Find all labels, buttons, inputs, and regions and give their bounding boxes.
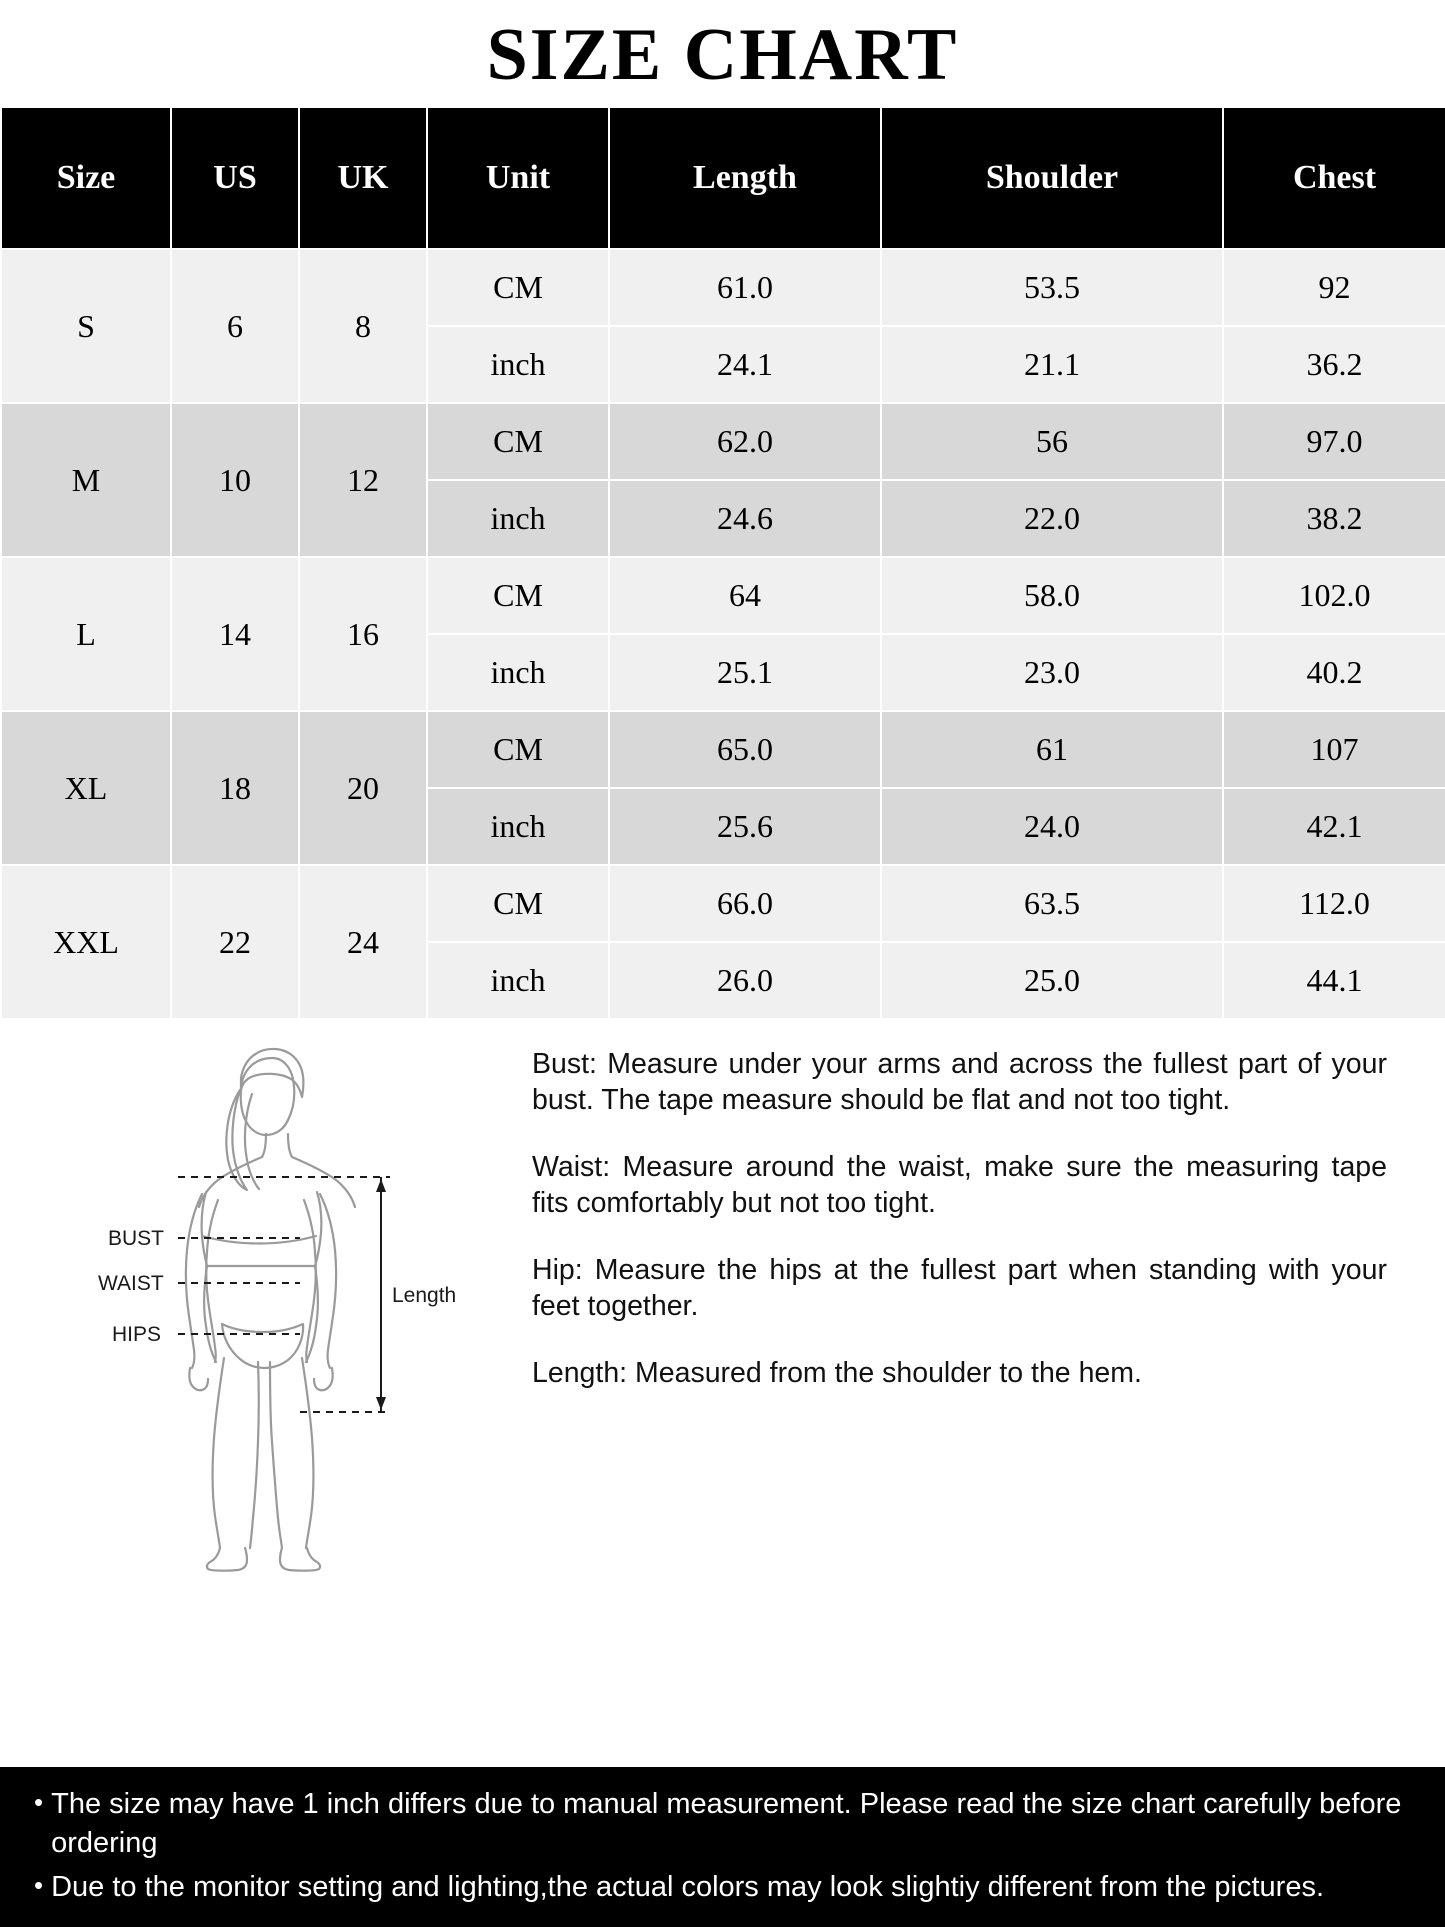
cell-shoulder: 22.0 [881, 480, 1223, 557]
column-header-unit: Unit [427, 107, 609, 249]
cell-uk: 8 [299, 249, 427, 403]
cell-chest: 44.1 [1223, 942, 1445, 1019]
cell-chest: 112.0 [1223, 865, 1445, 942]
size-chart-table [0, 106, 1445, 1020]
cell-size: S [1, 249, 171, 403]
length-arrow-down-icon [376, 1397, 386, 1410]
figure-label-waist: WAIST [98, 1272, 164, 1295]
cell-shoulder: 21.1 [881, 326, 1223, 403]
cell-unit: inch [427, 326, 609, 403]
cell-shoulder: 56 [881, 403, 1223, 480]
cell-length: 25.1 [609, 634, 881, 711]
cell-us: 18 [171, 711, 299, 865]
body-figure-container [0, 1026, 520, 1767]
cell-unit: inch [427, 942, 609, 1019]
disclaimer-text-2: Due to the monitor setting and lighting,the actual colors may look slightiy different from the pictures. [51, 1871, 1325, 1904]
column-header-uk: UK [299, 107, 427, 249]
measurement-guide-section [0, 1020, 1445, 1767]
cell-chest: 92 [1223, 249, 1445, 326]
note-bust: Bust: Measure under your arms and across the fullest part of your bust. The tape measure should be flat and not too tight. [532, 1048, 1387, 1117]
cell-unit: CM [427, 557, 609, 634]
cell-length: 61.0 [609, 249, 881, 326]
note-length: Length: Measured from the shoulder to the hem. [532, 1356, 1142, 1389]
cell-length: 26.0 [609, 942, 881, 1019]
disclaimer-footer [0, 1767, 1445, 1927]
cell-size: L [1, 557, 171, 711]
cell-unit: inch [427, 634, 609, 711]
cell-chest: 97.0 [1223, 403, 1445, 480]
cell-shoulder: 58.0 [881, 557, 1223, 634]
cell-us: 6 [171, 249, 299, 403]
table-row [1, 865, 1445, 942]
cell-chest: 36.2 [1223, 326, 1445, 403]
cell-size: XXL [1, 865, 171, 1019]
cell-unit: inch [427, 788, 609, 865]
bullet-icon: • [34, 1870, 44, 1901]
column-header-size: Size [1, 107, 171, 249]
table-header-row [1, 107, 1445, 249]
disclaimer-line-1 [34, 1785, 1415, 1862]
cell-shoulder: 61 [881, 711, 1223, 788]
table-row [1, 711, 1445, 788]
cell-uk: 20 [299, 711, 427, 865]
cell-chest: 102.0 [1223, 557, 1445, 634]
cell-uk: 12 [299, 403, 427, 557]
figure-label-length: Length [392, 1284, 457, 1307]
cell-shoulder: 25.0 [881, 942, 1223, 1019]
bullet-icon: • [34, 1787, 44, 1818]
table-row [1, 557, 1445, 634]
cell-us: 10 [171, 403, 299, 557]
cell-uk: 24 [299, 865, 427, 1019]
cell-unit: CM [427, 249, 609, 326]
note-hip: Hip: Measure the hips at the fullest part when standing with your feet together. [532, 1253, 1387, 1323]
figure-label-bust: BUST [108, 1227, 165, 1250]
note-waist: Waist: Measure around the waist, make sure the measuring tape fits comfortably but not too tight. [532, 1150, 1387, 1220]
cell-shoulder: 23.0 [881, 634, 1223, 711]
cell-length: 25.6 [609, 788, 881, 865]
cell-us: 14 [171, 557, 299, 711]
table-row [1, 249, 1445, 326]
cell-length: 24.6 [609, 480, 881, 557]
cell-chest: 42.1 [1223, 788, 1445, 865]
cell-uk: 16 [299, 557, 427, 711]
cell-chest: 38.2 [1223, 480, 1445, 557]
female-body-diagram-icon [0, 1032, 520, 1572]
cell-shoulder: 53.5 [881, 249, 1223, 326]
column-header-length: Length [609, 107, 881, 249]
cell-length: 24.1 [609, 326, 881, 403]
cell-chest: 40.2 [1223, 634, 1445, 711]
page-title: SIZE CHART [486, 14, 959, 96]
cell-length: 62.0 [609, 403, 881, 480]
table-row [1, 403, 1445, 480]
figure-label-hips: HIPS [112, 1323, 162, 1346]
measurement-instructions [520, 1026, 1445, 1767]
cell-size: XL [1, 711, 171, 865]
cell-unit: CM [427, 711, 609, 788]
cell-chest: 107 [1223, 711, 1445, 788]
cell-shoulder: 63.5 [881, 865, 1223, 942]
cell-unit: CM [427, 403, 609, 480]
disclaimer-line-2 [34, 1868, 1415, 1907]
cell-length: 66.0 [609, 865, 881, 942]
cell-unit: inch [427, 480, 609, 557]
column-header-us: US [171, 107, 299, 249]
cell-length: 65.0 [609, 711, 881, 788]
cell-shoulder: 24.0 [881, 788, 1223, 865]
length-arrow-up-icon [376, 1179, 386, 1192]
cell-us: 22 [171, 865, 299, 1019]
disclaimer-text-1: The size may have 1 inch differs due to manual measurement. Please read the size chart carefully before ordering [51, 1788, 1402, 1859]
cell-length: 64 [609, 557, 881, 634]
column-header-chest: Chest [1223, 107, 1445, 249]
column-header-shoulder: Shoulder [881, 107, 1223, 249]
cell-unit: CM [427, 865, 609, 942]
cell-size: M [1, 403, 171, 557]
